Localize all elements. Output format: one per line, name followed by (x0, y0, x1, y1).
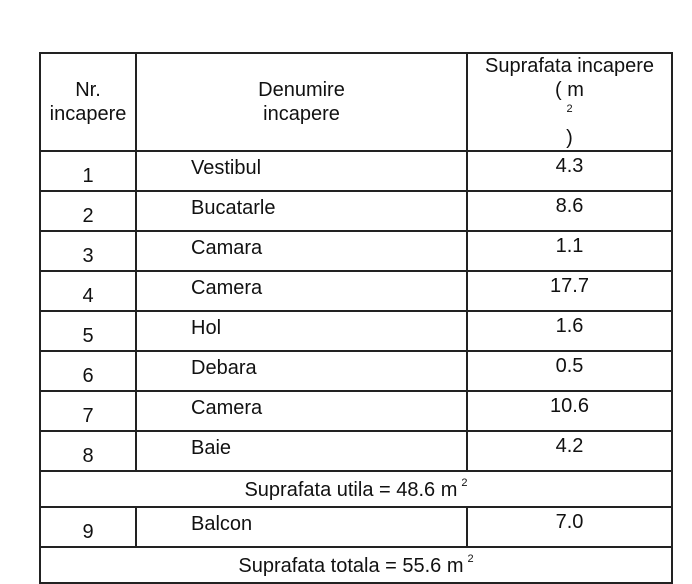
room-area-cell: 0.5 (467, 351, 672, 391)
header-area-unit-open: ( m (555, 79, 584, 101)
useful-area-cell (40, 471, 672, 507)
total-area-unit-exponent: 2 (467, 552, 474, 565)
header-area-unit (468, 78, 671, 150)
total-area-cell (40, 547, 672, 583)
table-row (40, 431, 672, 471)
room-number-cell: 3 (40, 231, 136, 271)
table-row (40, 391, 672, 431)
table-row (40, 231, 672, 271)
room-name-cell: Bucatarle (136, 191, 467, 231)
room-number-cell: 6 (40, 351, 136, 391)
table-row (40, 191, 672, 231)
room-name-cell: Vestibul (136, 151, 467, 191)
room-number-cell: 1 (40, 151, 136, 191)
header-area (467, 53, 672, 151)
total-area-label: Suprafata totala = 55.6 m (238, 554, 464, 577)
table-row (40, 271, 672, 311)
header-nr-line2: incapere (49, 103, 127, 125)
room-name-cell: Balcon (136, 507, 467, 547)
room-area-cell: 8.6 (467, 191, 672, 231)
header-nr (40, 53, 136, 151)
room-name-cell: Baie (136, 431, 467, 471)
room-area-cell: 4.2 (467, 431, 672, 471)
header-area-line1: Suprafata incapere (484, 55, 654, 77)
header-nr-line1: Nr. (75, 79, 101, 101)
room-area-cell: 4.3 (467, 151, 672, 191)
room-area-table (39, 52, 673, 584)
room-area-cell: 7.0 (467, 507, 672, 547)
room-area-cell: 1.1 (467, 231, 672, 271)
header-name (136, 53, 467, 151)
useful-area-label: Suprafata utila = 48.6 m (244, 478, 458, 501)
total-area-row (40, 547, 672, 583)
room-number-cell: 8 (40, 431, 136, 471)
room-area-cell: 1.6 (467, 311, 672, 351)
room-number-cell: 4 (40, 271, 136, 311)
room-name-cell: Camara (136, 231, 467, 271)
header-name-line1: Denumire (258, 79, 345, 101)
room-name-cell: Hol (136, 311, 467, 351)
table-row (40, 311, 672, 351)
room-number-cell: 2 (40, 191, 136, 231)
room-area-cell: 17.7 (467, 271, 672, 311)
room-name-cell: Camera (136, 391, 467, 431)
room-number-cell: 5 (40, 311, 136, 351)
balcony-row (40, 507, 672, 547)
header-row (40, 53, 672, 151)
useful-area-row (40, 471, 672, 507)
room-name-cell: Debara (136, 351, 467, 391)
room-number-cell: 7 (40, 391, 136, 431)
room-area-cell: 10.6 (467, 391, 672, 431)
table-row (40, 151, 672, 191)
header-area-unit-exponent: 2 (566, 103, 573, 115)
table-row (40, 351, 672, 391)
header-area-unit-close: ) (566, 127, 573, 149)
room-number-cell: 9 (40, 507, 136, 547)
header-name-line2: incapere (263, 103, 340, 125)
room-name-cell: Camera (136, 271, 467, 311)
useful-area-unit-exponent: 2 (461, 476, 468, 489)
